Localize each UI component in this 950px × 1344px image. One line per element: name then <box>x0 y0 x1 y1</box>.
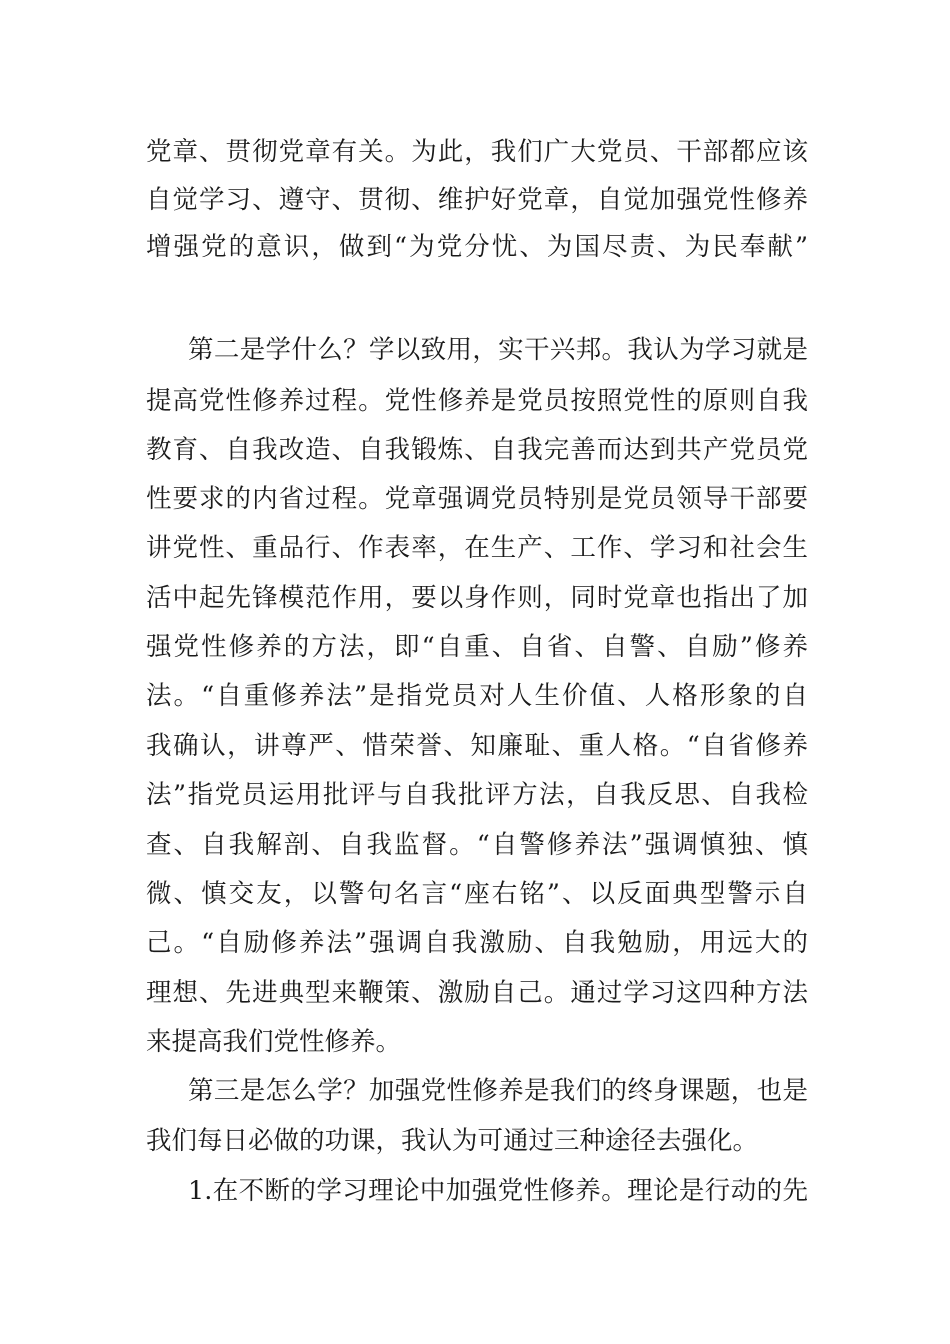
text-line: 活中起先锋模范作用，要以身作则，同时党章也指出了加 <box>146 583 808 613</box>
text-line: 第二是学什么？学以致用，实干兴邦。我认为学习就是 <box>188 335 808 365</box>
text-line: 己。“自励修养法”强调自我激励、自我勉励，用远大的 <box>146 928 808 958</box>
text-line: 法”指党员运用批评与自我批评方法，自我反思、自我检 <box>146 780 808 810</box>
text-line: 微、慎交友，以警句名言“座右铭”、以反面典型警示自 <box>146 879 808 909</box>
text-line: 法。“自重修养法”是指党员对人生价值、人格形象的自 <box>146 681 808 711</box>
text-line: 理想、先进典型来鞭策、激励自己。通过学习这四种方法 <box>146 978 808 1008</box>
text-line: 性要求的内省过程。党章强调党员特别是党员领导干部要 <box>146 484 808 514</box>
text-line: 第三是怎么学？加强党性修养是我们的终身课题，也是 <box>188 1076 808 1106</box>
text-line: 我确认，讲尊严、惜荣誉、知廉耻、重人格。“自省修养 <box>146 731 808 761</box>
text-line: 查、自我解剖、自我监督。“自警修养法”强调慎独、慎 <box>146 830 808 860</box>
text-line: 自觉学习、遵守、贯彻、维护好党章，自觉加强党性修养 <box>146 185 808 215</box>
text-line: 讲党性、重品行、作表率，在生产、工作、学习和社会生 <box>146 533 808 563</box>
text-line: 来提高我们党性修养。 <box>146 1027 402 1057</box>
text-line: 1.在不断的学习理论中加强党性修养。理论是行动的先 <box>188 1176 808 1206</box>
text-line: 强党性修养的方法，即“自重、自省、自警、自励”修养 <box>146 632 808 662</box>
text-line: 党章、贯彻党章有关。为此，我们广大党员、干部都应该 <box>146 137 808 167</box>
text-line: 提高党性修养过程。党性修养是党员按照党性的原则自我 <box>146 386 808 416</box>
text-line: 我们每日必做的功课，我认为可通过三种途径去强化。 <box>146 1126 759 1156</box>
text-line: 增强党的意识，做到“为党分忧、为国尽责、为民奉献” <box>146 232 808 262</box>
text-line: 教育、自我改造、自我锻炼、自我完善而达到共产党员党 <box>146 435 808 465</box>
